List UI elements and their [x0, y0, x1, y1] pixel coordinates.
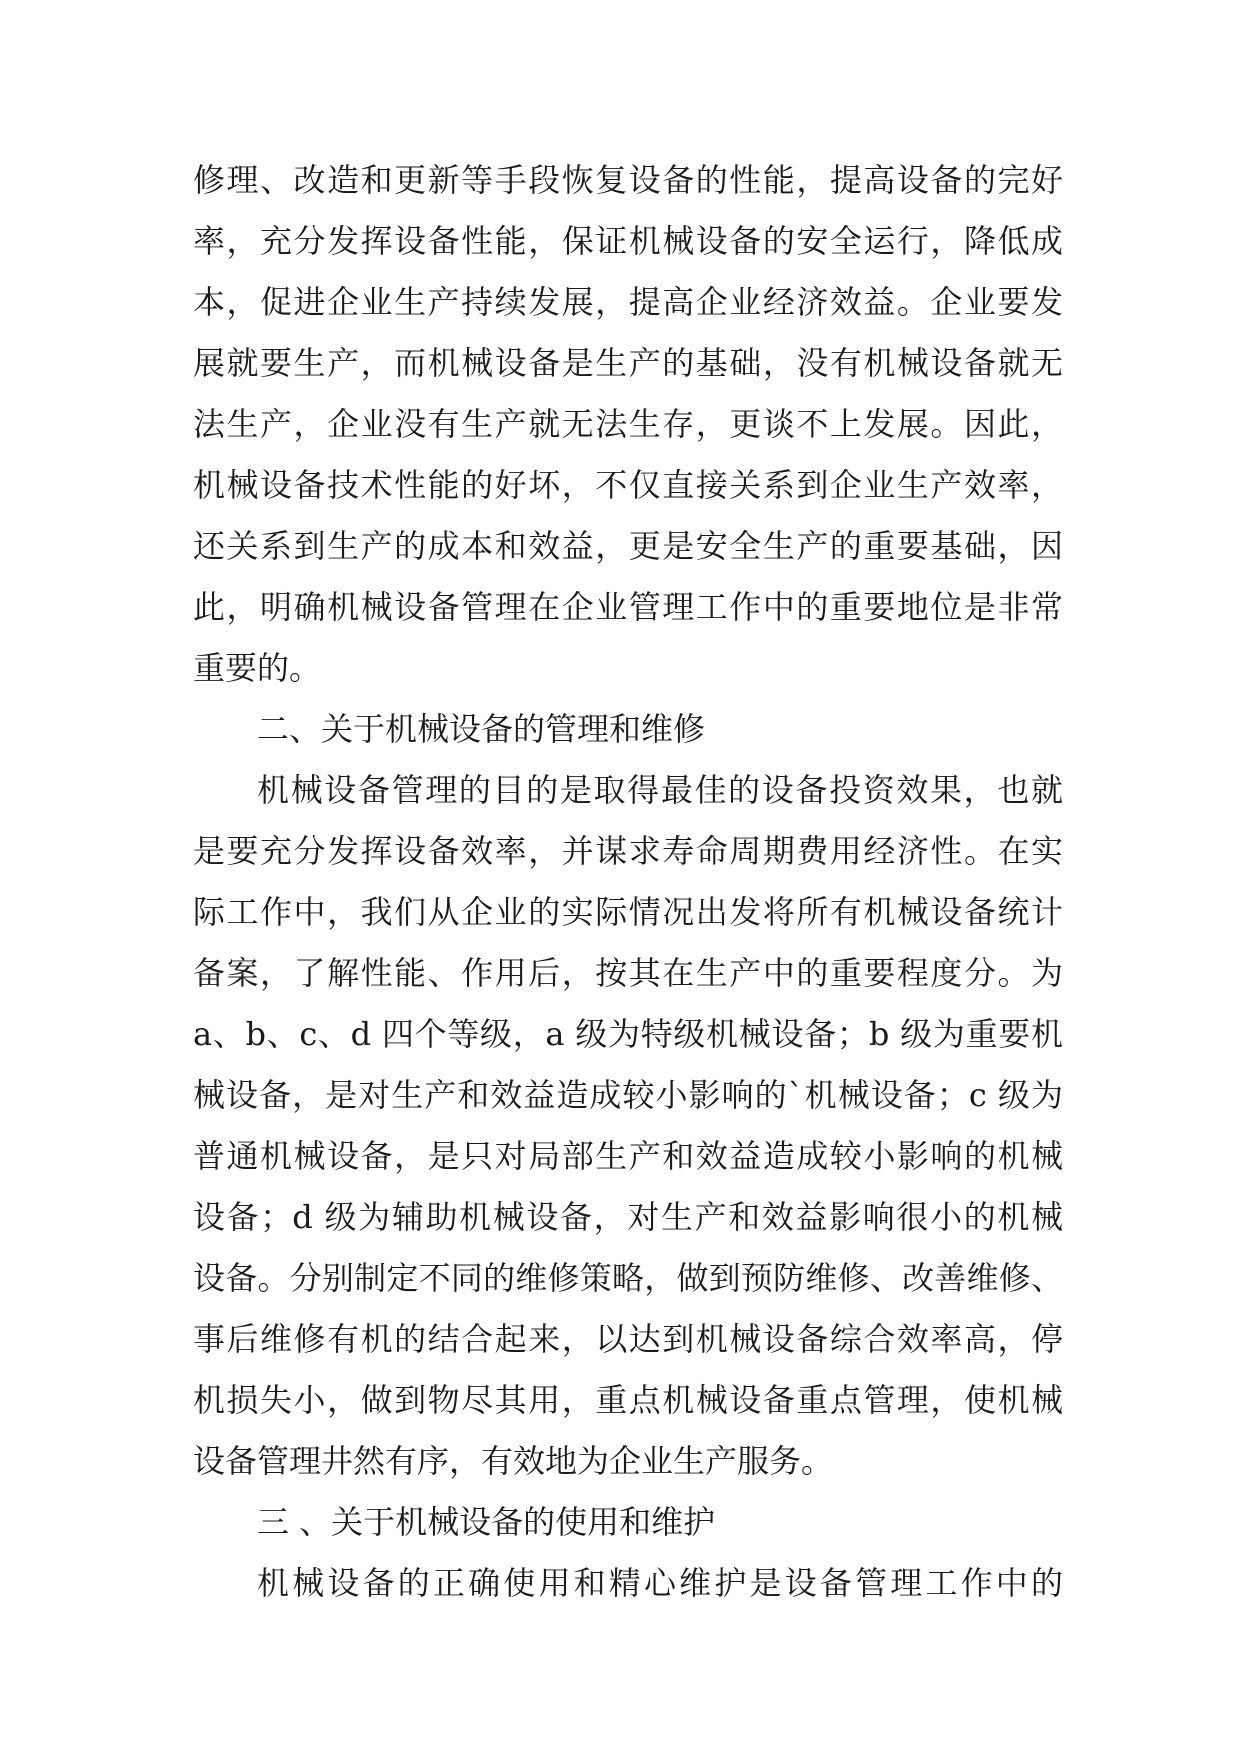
- text-line: 修理、改造和更新等手段恢复设备的性能，提高设备的完好: [193, 161, 1063, 199]
- text-line: 是要充分发挥设备效率，并谋求寿命周期费用经济性。在实: [193, 832, 1063, 870]
- text-line: 此，明确机械设备管理在企业管理工作中的重要地位是非常: [193, 588, 1063, 626]
- text-line: 设备；d 级为辅助机械设备，对生产和效益影响很小的机械: [193, 1198, 1063, 1236]
- text-line: 械设备，是对生产和效益造成较小影响的`机械设备；c 级为: [193, 1076, 1063, 1114]
- text-line: 设备管理井然有序，有效地为企业生产服务。: [193, 1442, 834, 1480]
- text-line: 三 、关于机械设备的使用和维护: [257, 1503, 716, 1541]
- text-line: 机械设备的正确使用和精心维护是设备管理工作中的: [257, 1564, 1063, 1602]
- text-line: 际工作中，我们从企业的实际情况出发将所有机械设备统计: [193, 893, 1063, 931]
- text-line: 展就要生产，而机械设备是生产的基础，没有机械设备就无: [193, 344, 1063, 382]
- text-line: 机损失小，做到物尽其用，重点机械设备重点管理，使机械: [193, 1381, 1063, 1419]
- text-line: 还关系到生产的成本和效益，更是安全生产的重要基础，因: [193, 527, 1063, 565]
- text-line: 二、关于机械设备的管理和维修: [257, 710, 706, 748]
- text-line: 法生产，企业没有生产就无法生存，更谈不上发展。因此，: [193, 405, 1063, 443]
- text-line: a、b、c、d 四个等级，a 级为特级机械设备；b 级为重要机: [193, 1015, 1063, 1053]
- text-line: 机械设备管理的目的是取得最佳的设备投资效果，也就: [257, 771, 1063, 809]
- text-line: 普通机械设备，是只对局部生产和效益造成较小影响的机械: [193, 1137, 1063, 1175]
- text-line: 事后维修有机的结合起来，以达到机械设备综合效率高，停: [193, 1320, 1063, 1358]
- text-line: 重要的。: [193, 649, 322, 687]
- text-line: 本，促进企业生产持续发展，提高企业经济效益。企业要发: [193, 283, 1063, 321]
- body-text: [193, 150, 1063, 1614]
- text-line: 率，充分发挥设备性能，保证机械设备的安全运行，降低成: [193, 222, 1063, 260]
- text-line: 机械设备技术性能的好坏，不仅直接关系到企业生产效率，: [193, 466, 1063, 504]
- text-line: 备案，了解性能、作用后，按其在生产中的重要程度分。为: [193, 954, 1063, 992]
- text-line: 设备。分别制定不同的维修策略，做到预防维修、改善维修、: [193, 1259, 1063, 1297]
